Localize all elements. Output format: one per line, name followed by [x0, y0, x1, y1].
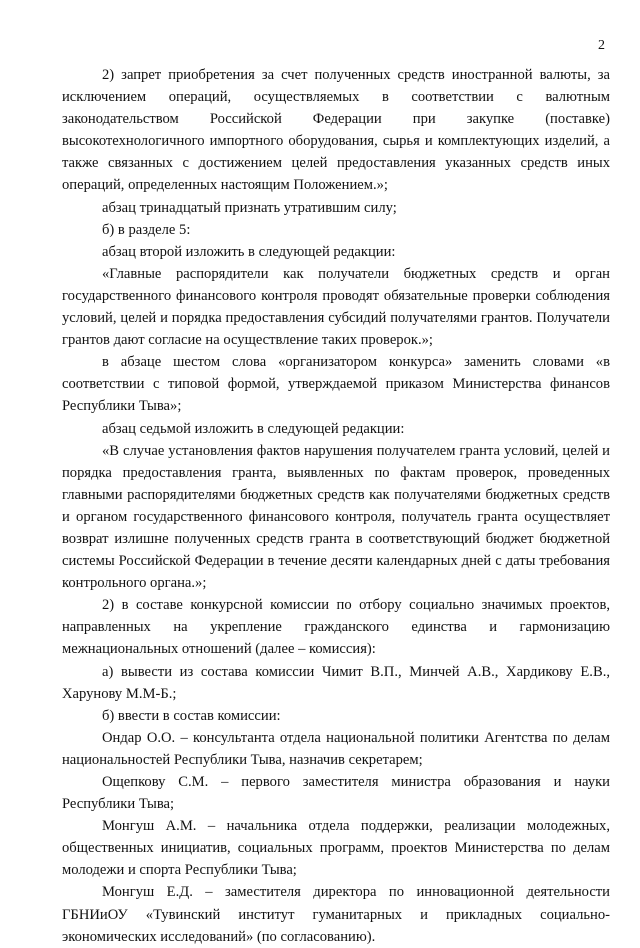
paragraph-section-5: б) в разделе 5:: [102, 221, 191, 238]
paragraph-member-mongush-am: Монгуш А.М. – начальника отдела поддержки, реализации молодежных, общественных инициатив, социальных программ, проектов Министерства по делам молодежи и спорта Республики Тыва;: [62, 818, 610, 879]
paragraph-remove-members: а) вывести из состава комиссии Чимит В.П., Минчей А.В., Хардикову Е.В., Харунову М.М-Б.;: [62, 663, 610, 702]
paragraph-member-mongush-ed: Монгуш Е.Д. – заместителя директора по инновационной деятельности ГБНИиОУ «Тувинский институт гуманитарных и прикладных социально-экономических исследований» (по согласованию).: [62, 884, 610, 945]
paragraph-thirteenth-abzac: абзац тринадцатый признать утратившим силу;: [102, 199, 397, 216]
paragraph-sixth-abzac: в абзаце шестом слова «организатором конкурса» заменить словами «в соответствии с типовой формой, утверждаемой приказом Министерства финансов Республики Тыва»;: [62, 354, 610, 415]
paragraph-member-oshchepkova: Ощепкову С.М. – первого заместителя министра образования и науки Республики Тыва;: [62, 774, 610, 813]
page-number: 2: [598, 38, 605, 53]
paragraph-add-members: б) ввести в состав комиссии:: [102, 707, 281, 724]
paragraph-violations: «В случае установления фактов нарушения получателем гранта условий, целей и порядка предоставления гранта, выявленных по фактам проверок, проведенных главными распорядителями бюджетных средств как получателями бюджетных средств и органом государственного финансового контроля, получатель гранта осуществляет возврат излишне полученных средств гранта в соответствующий бюджет бюджетной системы Российской Федерации в течение десяти календарных дней с даты требования контрольного органа.»;: [62, 442, 610, 592]
paragraph-second-abzac: абзац второй изложить в следующей редакции:: [102, 243, 396, 260]
paragraph-currency-ban: 2) запрет приобретения за счет полученных средств иностранной валюты, за исключением операций, осуществляемых в соответствии с валютным законодательством Российской Федерации при закупке (поставке) высокотехнологичного импортного оборудования, сырья и комплектующих изделий, а также связанных с достижением целей предоставления указанных средств иных операций, определенных настоящим Положением.»;: [62, 67, 610, 194]
paragraph-seventh-abzac: абзац седьмой изложить в следующей редакции:: [102, 420, 405, 437]
document-body: [62, 64, 610, 948]
paragraph-main-managers: «Главные распорядители как получатели бюджетных средств и орган государственного финансового контроля проводят обязательные проверки соблюдения условий, целей и порядка предоставления субсидий получателями грантов. Получатели грантов дают согласие на осуществление таких проверок.»;: [62, 265, 610, 349]
paragraph-member-ondar: Ондар О.О. – консультанта отдела национальной политики Агентства по делам национальностей Республики Тыва, назначив секретарем;: [62, 729, 610, 768]
paragraph-commission: 2) в составе конкурсной комиссии по отбору социально значимых проектов, направленных на укрепление гражданского единства и гармонизацию межнациональных отношений (далее – комиссия):: [62, 597, 610, 658]
